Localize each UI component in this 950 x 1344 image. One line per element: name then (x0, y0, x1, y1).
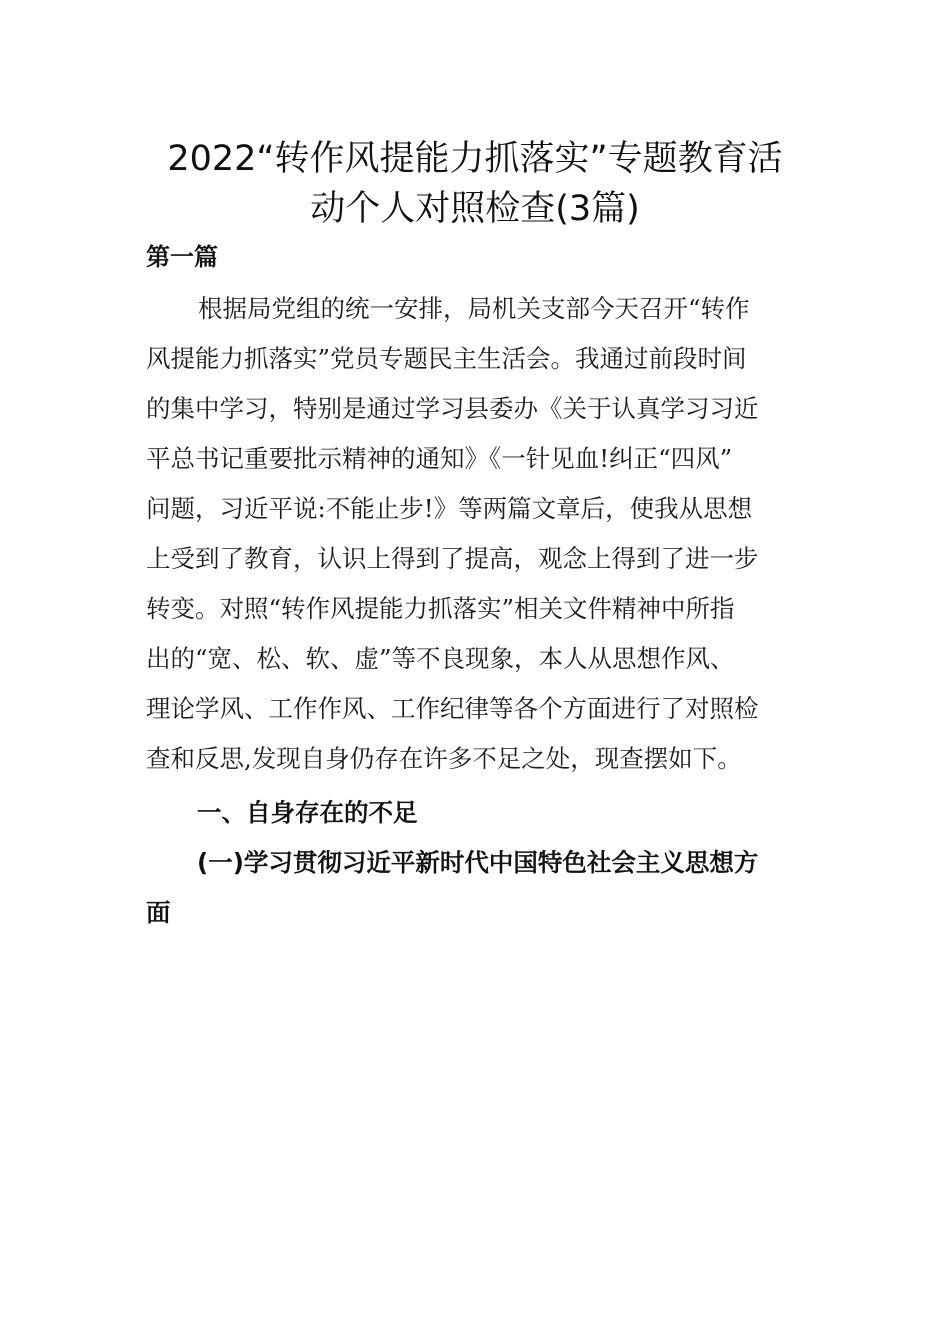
paragraph-line: 上受到了教育，认识上得到了提高，观念上得到了进一步 (146, 544, 759, 573)
section-heading: 一、自身存在的不足 (197, 798, 418, 827)
paragraph-line: 的集中学习，特别是通过学习县委办《关于认真学习习近 (146, 394, 759, 423)
document-title-line-2: 动个人对照检查(3篇) (310, 189, 640, 229)
part-heading: 第一篇 (146, 243, 218, 271)
paragraph-line: 查和反思,发现自身仍存在许多不足之处，现查摆如下。 (146, 744, 742, 773)
paragraph-line: 问题，习近平说:不能止步!》等两篇文章后，使我从思想 (146, 494, 753, 523)
paragraph-line: 风提能力抓落实”党员专题民主生活会。我通过前段时间 (146, 344, 747, 373)
paragraph-line: 出的“宽、松、软、虚”等不良现象，本人从思想作风、 (146, 644, 735, 673)
document-title-line-1: 2022“转作风提能力抓落实”专题教育活 (167, 139, 783, 179)
paragraph-line: 理论学风、工作作风、工作纪律等各个方面进行了对照检 (146, 694, 759, 723)
paragraph-line: 平总书记重要批示精神的通知》《一针见血!纠正“四风” (146, 444, 733, 473)
paragraph-line: 根据局党组的统一安排，局机关支部今天召开“转作 (198, 294, 750, 323)
subsection-heading-line-1: (一)学习贯彻习近平新时代中国特色社会主义思想方 (197, 848, 759, 877)
paragraph-line: 转变。对照“转作风提能力抓落实”相关文件精神中所指 (146, 594, 735, 623)
subsection-heading-line-2: 面 (146, 898, 171, 927)
